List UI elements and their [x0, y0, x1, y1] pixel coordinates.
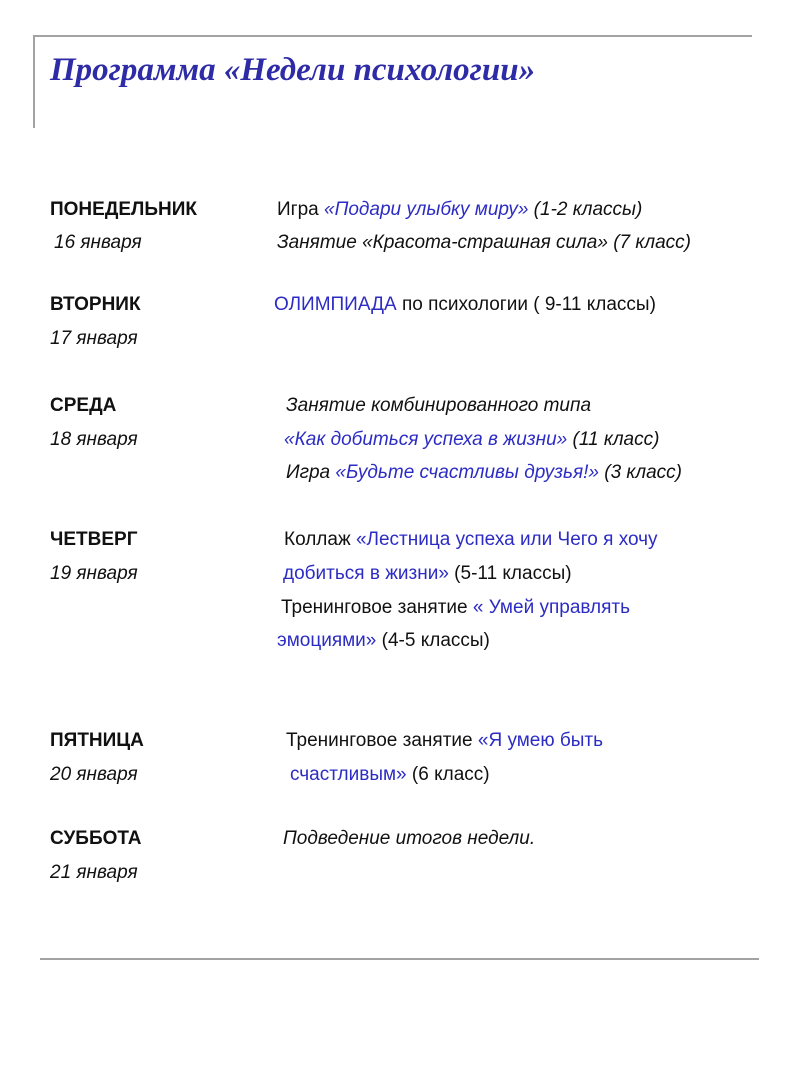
activity-title: ОЛИМПИАДА	[274, 294, 397, 315]
activity-line	[286, 395, 591, 417]
activity-line	[284, 429, 659, 451]
activity-grade: (11 класс)	[567, 429, 660, 450]
day-date-monday: 16 января	[54, 232, 142, 253]
day-date-tuesday: 17 января	[50, 328, 138, 349]
page-title: Программа «Недели психологии»	[50, 52, 536, 88]
activity-grade: (5-11 классы)	[448, 563, 572, 584]
day-name-thursday: ЧЕТВЕРГ	[50, 529, 138, 550]
activity-line	[274, 294, 656, 316]
activity-text: Подведение итогов недели.	[283, 828, 536, 849]
activity-line	[277, 630, 490, 652]
bottom-rule	[40, 958, 759, 960]
activity-text: Коллаж	[284, 529, 356, 550]
activity-line	[283, 828, 535, 850]
top-rule	[33, 35, 752, 37]
activity-text: Игра	[277, 199, 324, 220]
activity-text: Занятие «Красота-страшная сила» (7 класс)	[277, 232, 691, 253]
day-name-friday: ПЯТНИЦА	[50, 730, 144, 751]
activity-line	[277, 199, 642, 221]
activity-title: «Я умею быть	[477, 730, 604, 751]
activity-line	[277, 232, 691, 254]
activity-title: «Будьте счастливы друзья!»	[335, 462, 599, 483]
activity-title: добиться в жизни»	[283, 563, 449, 584]
activity-text: Тренинговое занятие	[281, 597, 473, 618]
activity-grade: (6 класс)	[406, 764, 490, 785]
activity-title: « Умей управлять	[472, 597, 631, 618]
day-date-wednesday: 18 января	[50, 429, 138, 450]
activity-title: «Как добиться успеха в жизни»	[284, 429, 568, 450]
day-name-wednesday: СРЕДА	[50, 395, 117, 416]
day-name-tuesday: ВТОРНИК	[50, 294, 141, 315]
activity-title: счастливым»	[290, 764, 407, 785]
activity-line	[286, 730, 603, 752]
left-rule	[33, 35, 35, 128]
activity-text: Игра	[286, 462, 336, 483]
activity-grade: (4-5 классы)	[376, 630, 490, 651]
activity-grade: (3 класс)	[598, 462, 683, 483]
activity-line	[281, 597, 630, 619]
day-date-friday: 20 января	[50, 764, 138, 785]
activity-title: «Подари улыбку миру»	[324, 199, 529, 220]
day-name-monday: ПОНЕДЕЛЬНИК	[50, 199, 197, 220]
day-date-saturday: 21 января	[50, 862, 138, 883]
activity-grade: (1-2 классы)	[528, 199, 643, 220]
activity-line	[283, 563, 572, 585]
day-name-saturday: СУББОТА	[50, 828, 142, 849]
activity-line	[290, 764, 490, 786]
activity-line	[284, 529, 658, 551]
activity-title: эмоциями»	[277, 630, 377, 651]
activity-text: Тренинговое занятие	[286, 730, 478, 751]
activity-line	[286, 462, 682, 484]
activity-title: «Лестница успеха или Чего я хочу	[355, 529, 658, 550]
day-date-thursday: 19 января	[50, 563, 138, 584]
activity-grade: по психологии ( 9-11 классы)	[396, 294, 656, 315]
activity-text: Занятие комбинированного типа	[286, 395, 592, 416]
